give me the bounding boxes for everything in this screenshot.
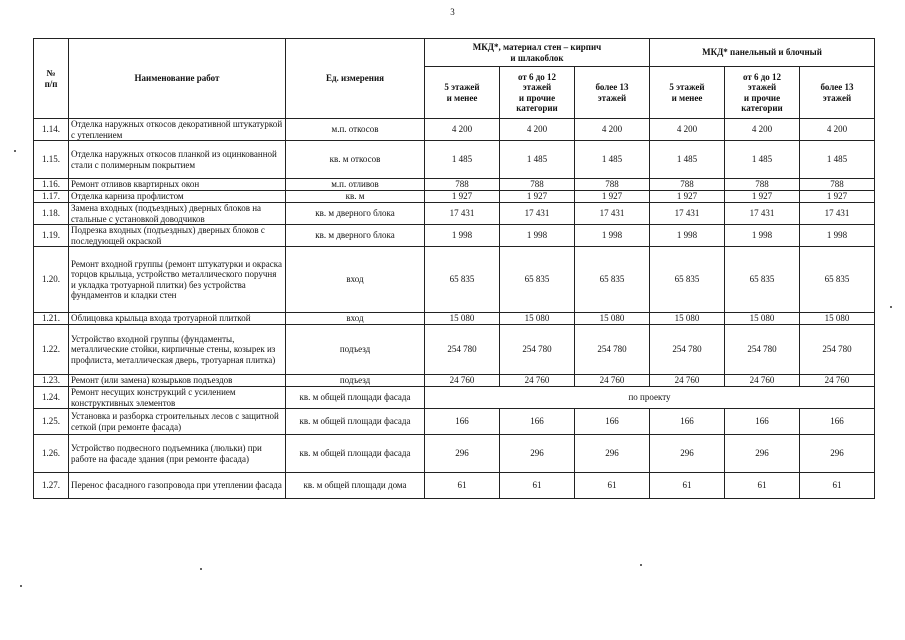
price-cell: 1 485: [650, 141, 725, 179]
work-name: Облицовка крыльца входа тротуарной плиткой: [69, 313, 286, 325]
work-name: Подрезка входных (подъездных) дверных блоков с последующей окраской: [69, 225, 286, 247]
work-name: Отделка наружных откосов планкой из оцинкованной стали с полимерным покрытием: [69, 141, 286, 179]
row-number: 1.24.: [34, 387, 69, 409]
header-num: № п/п: [34, 39, 69, 119]
price-cell: 24 760: [725, 375, 800, 387]
price-cell: 15 080: [725, 313, 800, 325]
price-cell: 4 200: [650, 119, 725, 141]
table-row: [34, 141, 875, 179]
price-cell: 4 200: [425, 119, 500, 141]
price-cell: 166: [725, 409, 800, 435]
unit-cell: кв. м дверного блока: [286, 225, 425, 247]
price-cell: 788: [575, 179, 650, 191]
price-cell: 61: [800, 473, 875, 499]
work-name: Установка и разборка строительных лесов с защитной сеткой (при ремонте фасада): [69, 409, 286, 435]
price-cell: 1 998: [725, 225, 800, 247]
table-row: [34, 409, 875, 435]
work-name: Отделка карниза профлистом: [69, 191, 286, 203]
work-name: Ремонт (или замена) козырьков подъездов: [69, 375, 286, 387]
price-cell: 17 431: [500, 203, 575, 225]
table-row: [34, 191, 875, 203]
unit-cell: м.п. отливов: [286, 179, 425, 191]
table-row: [34, 225, 875, 247]
price-cell: 166: [650, 409, 725, 435]
header-group-brick: МКД*, материал стен – кирпич и шлакоблок: [425, 39, 650, 67]
row-number: 1.27.: [34, 473, 69, 499]
price-cell: 1 485: [575, 141, 650, 179]
price-cell: 296: [425, 435, 500, 473]
scan-speck: [200, 568, 202, 570]
row-number: 1.26.: [34, 435, 69, 473]
price-cell: 17 431: [650, 203, 725, 225]
row-number: 1.22.: [34, 325, 69, 375]
price-cell: 61: [725, 473, 800, 499]
row-number: 1.20.: [34, 247, 69, 313]
price-cell: 65 835: [425, 247, 500, 313]
price-cell: 17 431: [425, 203, 500, 225]
price-cell: 1 927: [425, 191, 500, 203]
price-cell: 24 760: [650, 375, 725, 387]
unit-cell: кв. м общей площади дома: [286, 473, 425, 499]
header-subcolumn: более 13 этажей: [800, 67, 875, 119]
price-cell: 1 485: [500, 141, 575, 179]
price-cell: 296: [800, 435, 875, 473]
price-cell: 296: [500, 435, 575, 473]
price-cell: 788: [725, 179, 800, 191]
header-name: Наименование работ: [69, 39, 286, 119]
price-cell: 254 780: [800, 325, 875, 375]
price-cell: 15 080: [425, 313, 500, 325]
price-cell: 61: [575, 473, 650, 499]
price-cell: 254 780: [500, 325, 575, 375]
unit-cell: кв. м дверного блока: [286, 203, 425, 225]
price-cell: 1 998: [425, 225, 500, 247]
table-row: [34, 203, 875, 225]
unit-cell: кв. м: [286, 191, 425, 203]
table-row: [34, 435, 875, 473]
price-cell: 15 080: [500, 313, 575, 325]
work-name: Перенос фасадного газопровода при утеплении фасада: [69, 473, 286, 499]
price-cell: 1 998: [500, 225, 575, 247]
row-number: 1.25.: [34, 409, 69, 435]
price-cell: 65 835: [500, 247, 575, 313]
price-cell: 4 200: [800, 119, 875, 141]
work-name: Ремонт отливов квартирных окон: [69, 179, 286, 191]
work-name: Ремонт несущих конструкций с усилением конструктивных элементов: [69, 387, 286, 409]
price-cell: 1 927: [725, 191, 800, 203]
price-cell: 166: [500, 409, 575, 435]
works-cost-table: [33, 38, 875, 499]
unit-cell: вход: [286, 313, 425, 325]
price-cell: 4 200: [725, 119, 800, 141]
price-cell: 166: [425, 409, 500, 435]
header-subcolumn: 5 этажей и менее: [425, 67, 500, 119]
price-cell: 1 485: [725, 141, 800, 179]
price-cell: 254 780: [425, 325, 500, 375]
work-name: Устройство входной группы (фундаменты, металлические стойки, кирпичные стены, козырек из профлиста, металлическая дверь, тротуарная плитка): [69, 325, 286, 375]
price-cell: 65 835: [800, 247, 875, 313]
price-cell: 65 835: [650, 247, 725, 313]
price-cell: 24 760: [575, 375, 650, 387]
price-cell: 788: [425, 179, 500, 191]
unit-cell: кв. м общей площади фасада: [286, 387, 425, 409]
price-cell: 1 998: [650, 225, 725, 247]
price-cell: 788: [500, 179, 575, 191]
table-row: [34, 375, 875, 387]
price-cell: 15 080: [800, 313, 875, 325]
row-number: 1.18.: [34, 203, 69, 225]
price-cell: 788: [800, 179, 875, 191]
price-cell: 24 760: [425, 375, 500, 387]
header-group-panel: МКД* панельный и блочный: [650, 39, 875, 67]
header-subcolumn: 5 этажей и менее: [650, 67, 725, 119]
scan-speck: [14, 150, 16, 152]
price-cell: 1 927: [800, 191, 875, 203]
price-cell: 296: [650, 435, 725, 473]
table-row: [34, 313, 875, 325]
price-cell: 61: [425, 473, 500, 499]
price-cell: 24 760: [800, 375, 875, 387]
row-number: 1.19.: [34, 225, 69, 247]
price-cell: 1 485: [425, 141, 500, 179]
price-cell: 1 927: [500, 191, 575, 203]
price-cell: 61: [650, 473, 725, 499]
price-cell: 65 835: [575, 247, 650, 313]
unit-cell: кв. м общей площади фасада: [286, 435, 425, 473]
table-row: [34, 179, 875, 191]
row-number: 1.17.: [34, 191, 69, 203]
unit-cell: м.п. откосов: [286, 119, 425, 141]
price-cell: 1 998: [800, 225, 875, 247]
price-cell: 788: [650, 179, 725, 191]
table-row: [34, 473, 875, 499]
price-cell: 296: [575, 435, 650, 473]
table-row: [34, 247, 875, 313]
price-cell: 15 080: [650, 313, 725, 325]
work-name: Отделка наружных откосов декоративной штукатуркой с утеплением: [69, 119, 286, 141]
work-name: Устройство подвесного подъемника (люльки) при работе на фасаде здания (при ремонте фасада): [69, 435, 286, 473]
price-cell: 166: [575, 409, 650, 435]
price-cell: 17 431: [725, 203, 800, 225]
price-cell: 166: [800, 409, 875, 435]
header-subcolumn: от 6 до 12 этажей и прочие категории: [725, 67, 800, 119]
price-cell: 1 998: [575, 225, 650, 247]
price-cell: 1 485: [800, 141, 875, 179]
row-number: 1.14.: [34, 119, 69, 141]
price-cell: 254 780: [575, 325, 650, 375]
unit-cell: кв. м общей площади фасада: [286, 409, 425, 435]
price-cell: 1 927: [650, 191, 725, 203]
price-cell: 254 780: [725, 325, 800, 375]
unit-cell: подъезд: [286, 325, 425, 375]
unit-cell: подъезд: [286, 375, 425, 387]
header-subcolumn: более 13 этажей: [575, 67, 650, 119]
price-cell: 4 200: [500, 119, 575, 141]
row-number: 1.23.: [34, 375, 69, 387]
price-cell: 254 780: [650, 325, 725, 375]
unit-cell: кв. м откосов: [286, 141, 425, 179]
price-cell: 17 431: [575, 203, 650, 225]
header-subcolumn: от 6 до 12 этажей и прочие категории: [500, 67, 575, 119]
merged-value-cell: по проекту: [425, 387, 875, 409]
price-cell: 15 080: [575, 313, 650, 325]
work-name: Ремонт входной группы (ремонт штукатурки и окраска торцов крыльца, устройство металлического поручня и укладка тротуарной плитки) без устройства фундаментов и кладки стен: [69, 247, 286, 313]
price-cell: 1 927: [575, 191, 650, 203]
scan-speck: [20, 585, 22, 587]
header-unit: Ед. измерения: [286, 39, 425, 119]
table-row: [34, 119, 875, 141]
price-cell: 24 760: [500, 375, 575, 387]
price-cell: 4 200: [575, 119, 650, 141]
table-row: [34, 387, 875, 409]
row-number: 1.21.: [34, 313, 69, 325]
scan-speck: [890, 306, 892, 308]
price-cell: 65 835: [725, 247, 800, 313]
unit-cell: вход: [286, 247, 425, 313]
price-cell: 17 431: [800, 203, 875, 225]
price-cell: 296: [725, 435, 800, 473]
price-cell: 61: [500, 473, 575, 499]
scan-speck: [640, 564, 642, 566]
row-number: 1.16.: [34, 179, 69, 191]
work-name: Замена входных (подъездных) дверных блоков на стальные с установкой доводчиков: [69, 203, 286, 225]
page-number: 3: [450, 7, 455, 17]
table-row: [34, 325, 875, 375]
row-number: 1.15.: [34, 141, 69, 179]
